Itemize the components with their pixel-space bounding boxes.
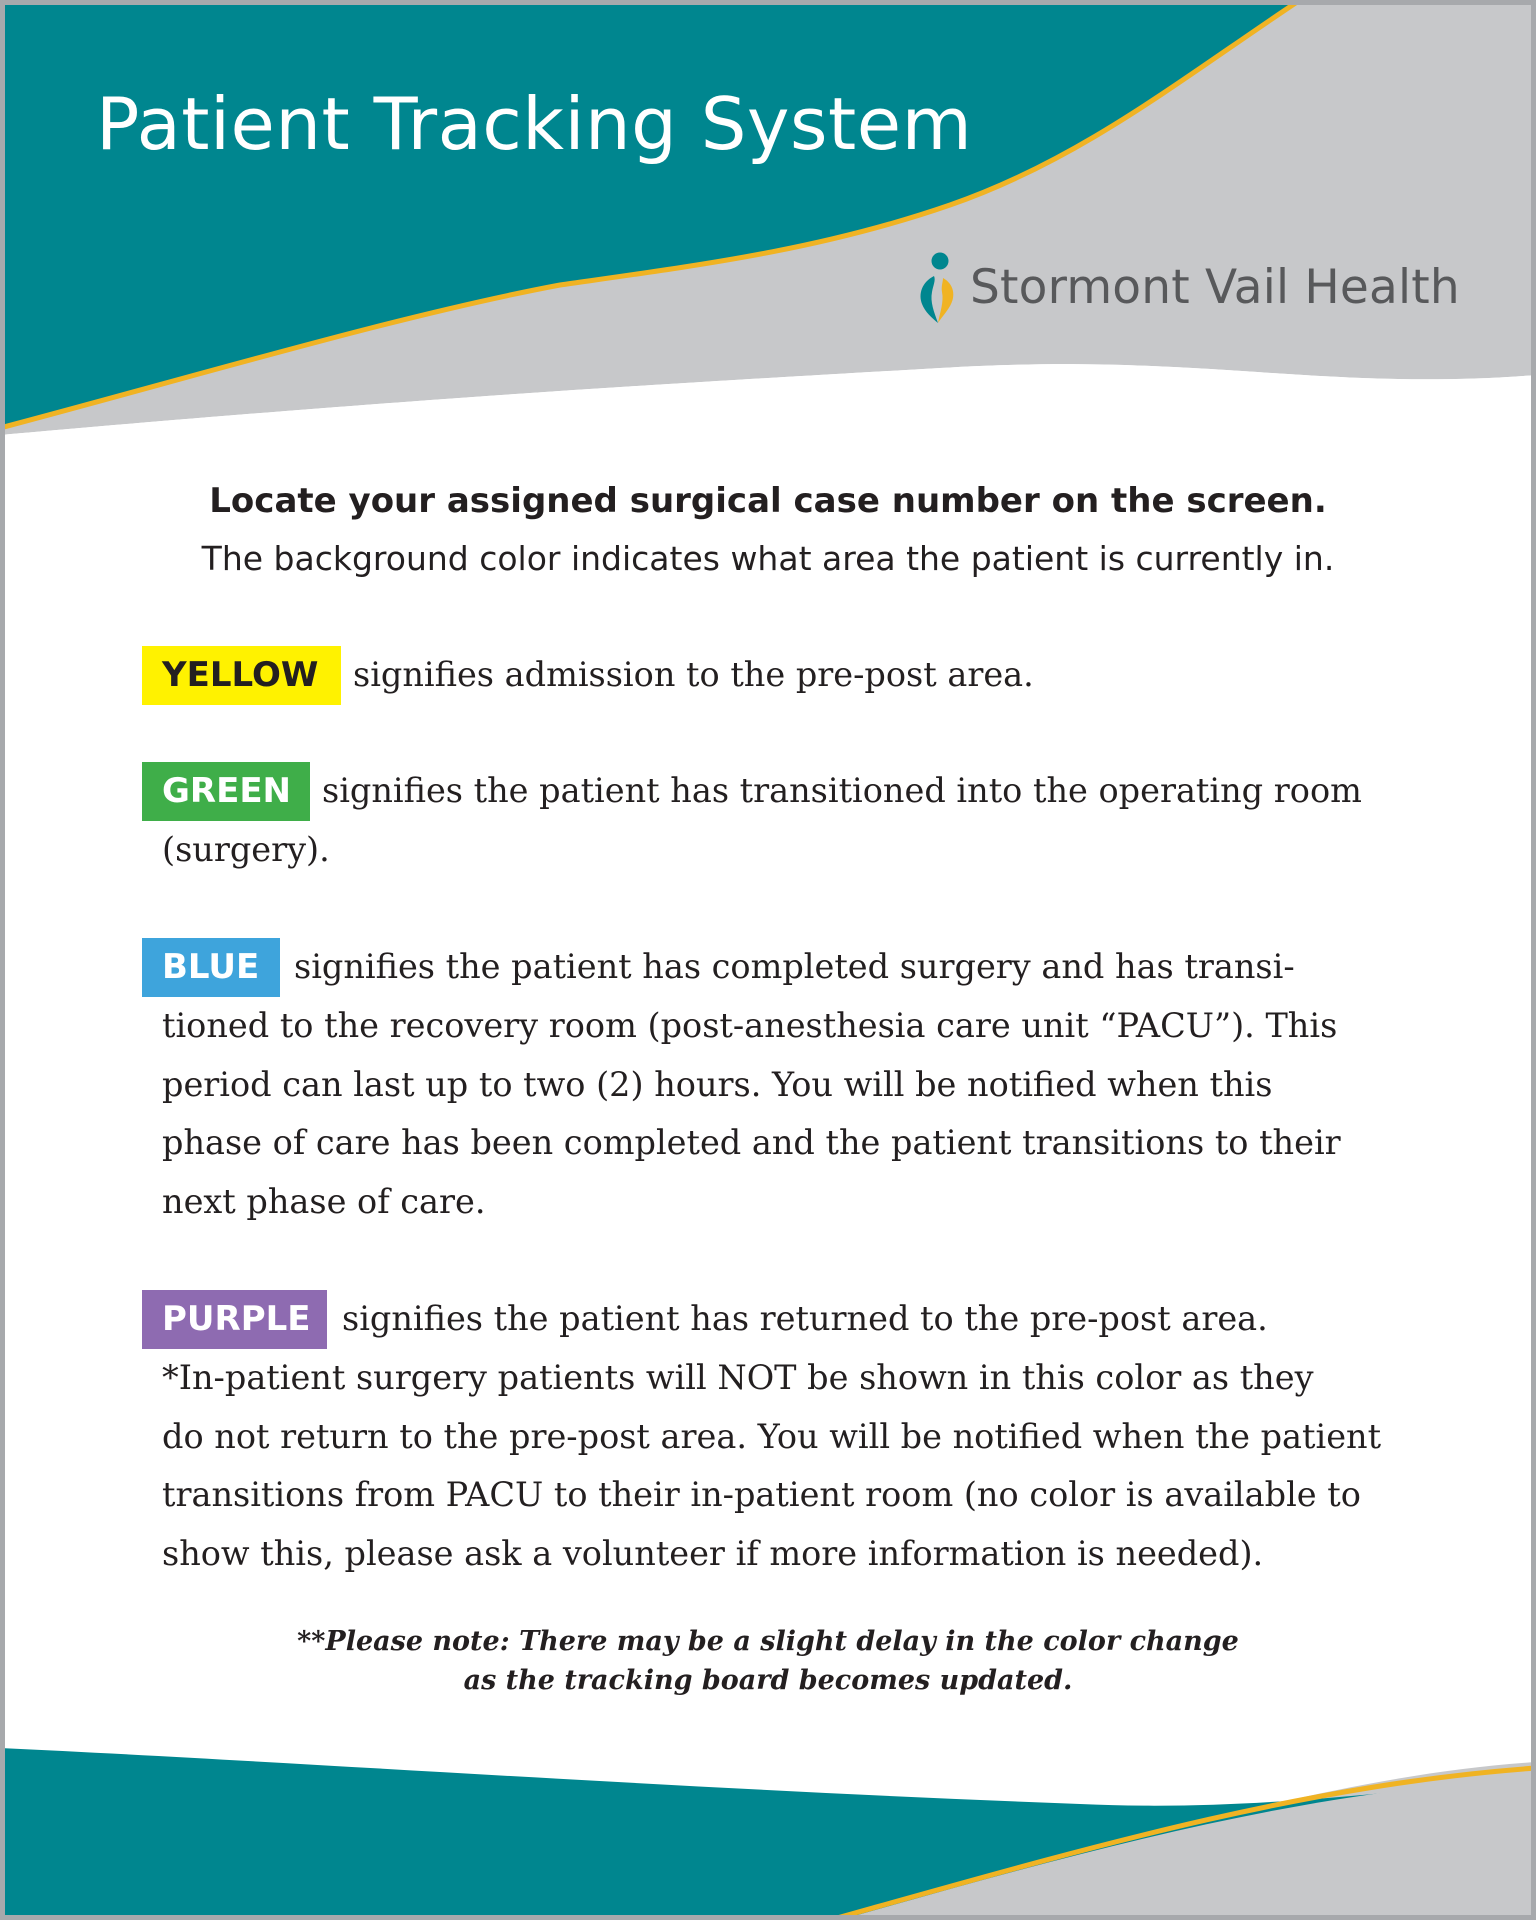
blue-line-3: period can last up to two (2) hours. You will be notified when this	[162, 1064, 1273, 1104]
intro-headline: Locate your assigned surgical case number on the screen.	[209, 481, 1327, 521]
purple-line-1: signifies the patient has returned to the pre-post area.	[342, 1299, 1268, 1338]
purple-line-5: show this, please ask a volunteer if more information is needed).	[162, 1534, 1264, 1574]
intro	[100, 476, 1436, 592]
purple-tag: PURPLE	[142, 1290, 327, 1349]
yellow-line-1: signifies admission to the pre-post area.	[353, 655, 1034, 694]
blue-line-5: next phase of care.	[162, 1182, 486, 1222]
logo-text: Stormont Vail Health	[970, 259, 1460, 315]
delay-note-line-1: **Please note: There may be a slight delay in the color change	[297, 1626, 1239, 1657]
green-line-2: (surgery).	[162, 829, 330, 869]
legend-entry-purple	[162, 1290, 1382, 1584]
green-line-1: signifies the patient has transitioned into the operating room	[322, 771, 1362, 810]
blue-tag: BLUE	[142, 938, 280, 997]
blue-line-1: signifies the patient has completed surgery and has transi-	[294, 947, 1295, 986]
purple-line-4: transitions from PACU to their in-patient room (no color is available to	[162, 1475, 1361, 1515]
page-title: Patient Tracking System	[96, 82, 973, 166]
yellow-tag: YELLOW	[142, 646, 341, 705]
legend-entry-yellow	[162, 646, 1382, 705]
delay-note	[100, 1622, 1436, 1700]
purple-line-2: *In-patient surgery patients will NOT be shown in this color as they	[162, 1357, 1314, 1397]
intro-subline: The background color indicates what area the patient is currently in.	[201, 539, 1335, 578]
stormont-vail-logo	[916, 250, 1460, 324]
legend-entry-blue	[162, 938, 1382, 1232]
blue-line-4: phase of care has been completed and the patient transitions to their	[162, 1123, 1341, 1163]
delay-note-line-2: as the tracking board becomes updated.	[463, 1665, 1073, 1696]
logo-mark-icon	[916, 250, 956, 324]
blue-line-2: tioned to the recovery room (post-anesthesia care unit “PACU”). This	[162, 1005, 1338, 1045]
green-tag: GREEN	[142, 762, 310, 821]
legend-entry-green	[162, 762, 1382, 880]
purple-line-3: do not return to the pre-post area. You will be notified when the patient	[162, 1416, 1382, 1456]
